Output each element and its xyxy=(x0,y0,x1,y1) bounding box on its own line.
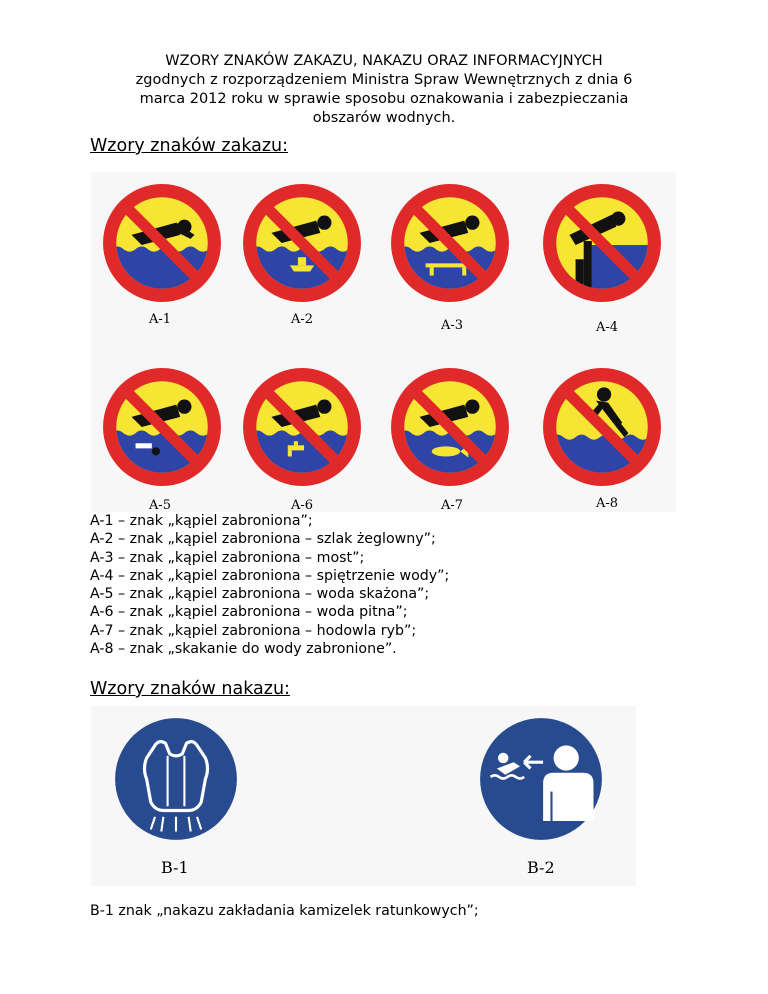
sign-label-a4: A-4 xyxy=(596,320,619,335)
mandatory-description: B-1 znak „nakazu zakładania kamizelek ratunkowych”; xyxy=(90,903,479,919)
prohibition-descriptions xyxy=(90,512,449,658)
boat-icon xyxy=(241,182,363,304)
list-item: A-3 – znak „kąpiel zabroniona – most”; xyxy=(90,549,365,566)
sign-a8 xyxy=(541,366,663,488)
sign-b2 xyxy=(478,716,604,842)
sign-a4 xyxy=(541,182,663,304)
sign-a3 xyxy=(389,182,511,304)
sign-label-a7: A-7 xyxy=(441,498,464,513)
document-title: WZORY ZNAKÓW ZAKAZU, NAKAZU ORAZ INFORMACYJNYCH xyxy=(165,53,603,69)
sign-a1 xyxy=(101,182,223,304)
list-item: A-1 – znak „kąpiel zabroniona”; xyxy=(90,513,313,529)
dam-icon xyxy=(541,182,663,304)
header-line: obszarów wodnych. xyxy=(312,110,456,126)
tap-icon xyxy=(241,366,363,488)
swimmer-icon xyxy=(101,182,223,304)
sign-a7 xyxy=(389,366,511,488)
sign-label-b2: B-2 xyxy=(527,858,555,877)
sign-a5 xyxy=(101,366,223,488)
sign-label-a2: A-2 xyxy=(291,312,314,327)
list-item: A-2 – znak „kąpiel zabroniona – szlak żeglowny”; xyxy=(90,531,436,548)
list-item: A-6 – znak „kąpiel zabroniona – woda pitna”; xyxy=(90,604,408,621)
section-heading-mandatory: Wzory znaków nakazu: xyxy=(90,679,290,699)
sign-b1 xyxy=(113,716,239,842)
list-item: A-4 – znak „kąpiel zabroniona – spiętrzenie wody”; xyxy=(90,567,450,584)
bridge-icon xyxy=(389,182,511,304)
sign-label-a1: A-1 xyxy=(149,312,172,327)
sign-label-a3: A-3 xyxy=(441,318,464,333)
sign-label-b1: B-1 xyxy=(161,858,189,877)
sign-label-a8: A-8 xyxy=(596,496,619,511)
fish-icon xyxy=(389,366,511,488)
list-item: A-8 – znak „skakanie do wody zabronione”. xyxy=(90,641,397,658)
list-item: A-7 – znak „kąpiel zabroniona – hodowla ryb”; xyxy=(90,622,417,639)
section-heading-prohibition: Wzory znaków zakazu: xyxy=(90,136,289,156)
rescue-icon xyxy=(478,716,604,842)
header-line: zgodnych z rozporządzeniem Ministra Spraw Wewnętrznych z dnia 6 xyxy=(135,72,633,88)
contamination-icon xyxy=(101,366,223,488)
document-header xyxy=(80,52,688,128)
life-vest-icon xyxy=(113,716,239,842)
sign-label-a5: A-5 xyxy=(149,498,172,513)
sign-a2 xyxy=(241,182,363,304)
header-line: marca 2012 roku w sprawie sposobu oznakowania i zabezpieczania xyxy=(139,91,629,107)
sign-a6 xyxy=(241,366,363,488)
sign-label-a6: A-6 xyxy=(291,498,314,513)
mandatory-signs-figure xyxy=(91,706,636,886)
list-item: A-5 – znak „kąpiel zabroniona – woda skażona”; xyxy=(90,586,430,603)
prohibition-signs-figure xyxy=(91,172,676,512)
diver-icon xyxy=(541,366,663,488)
